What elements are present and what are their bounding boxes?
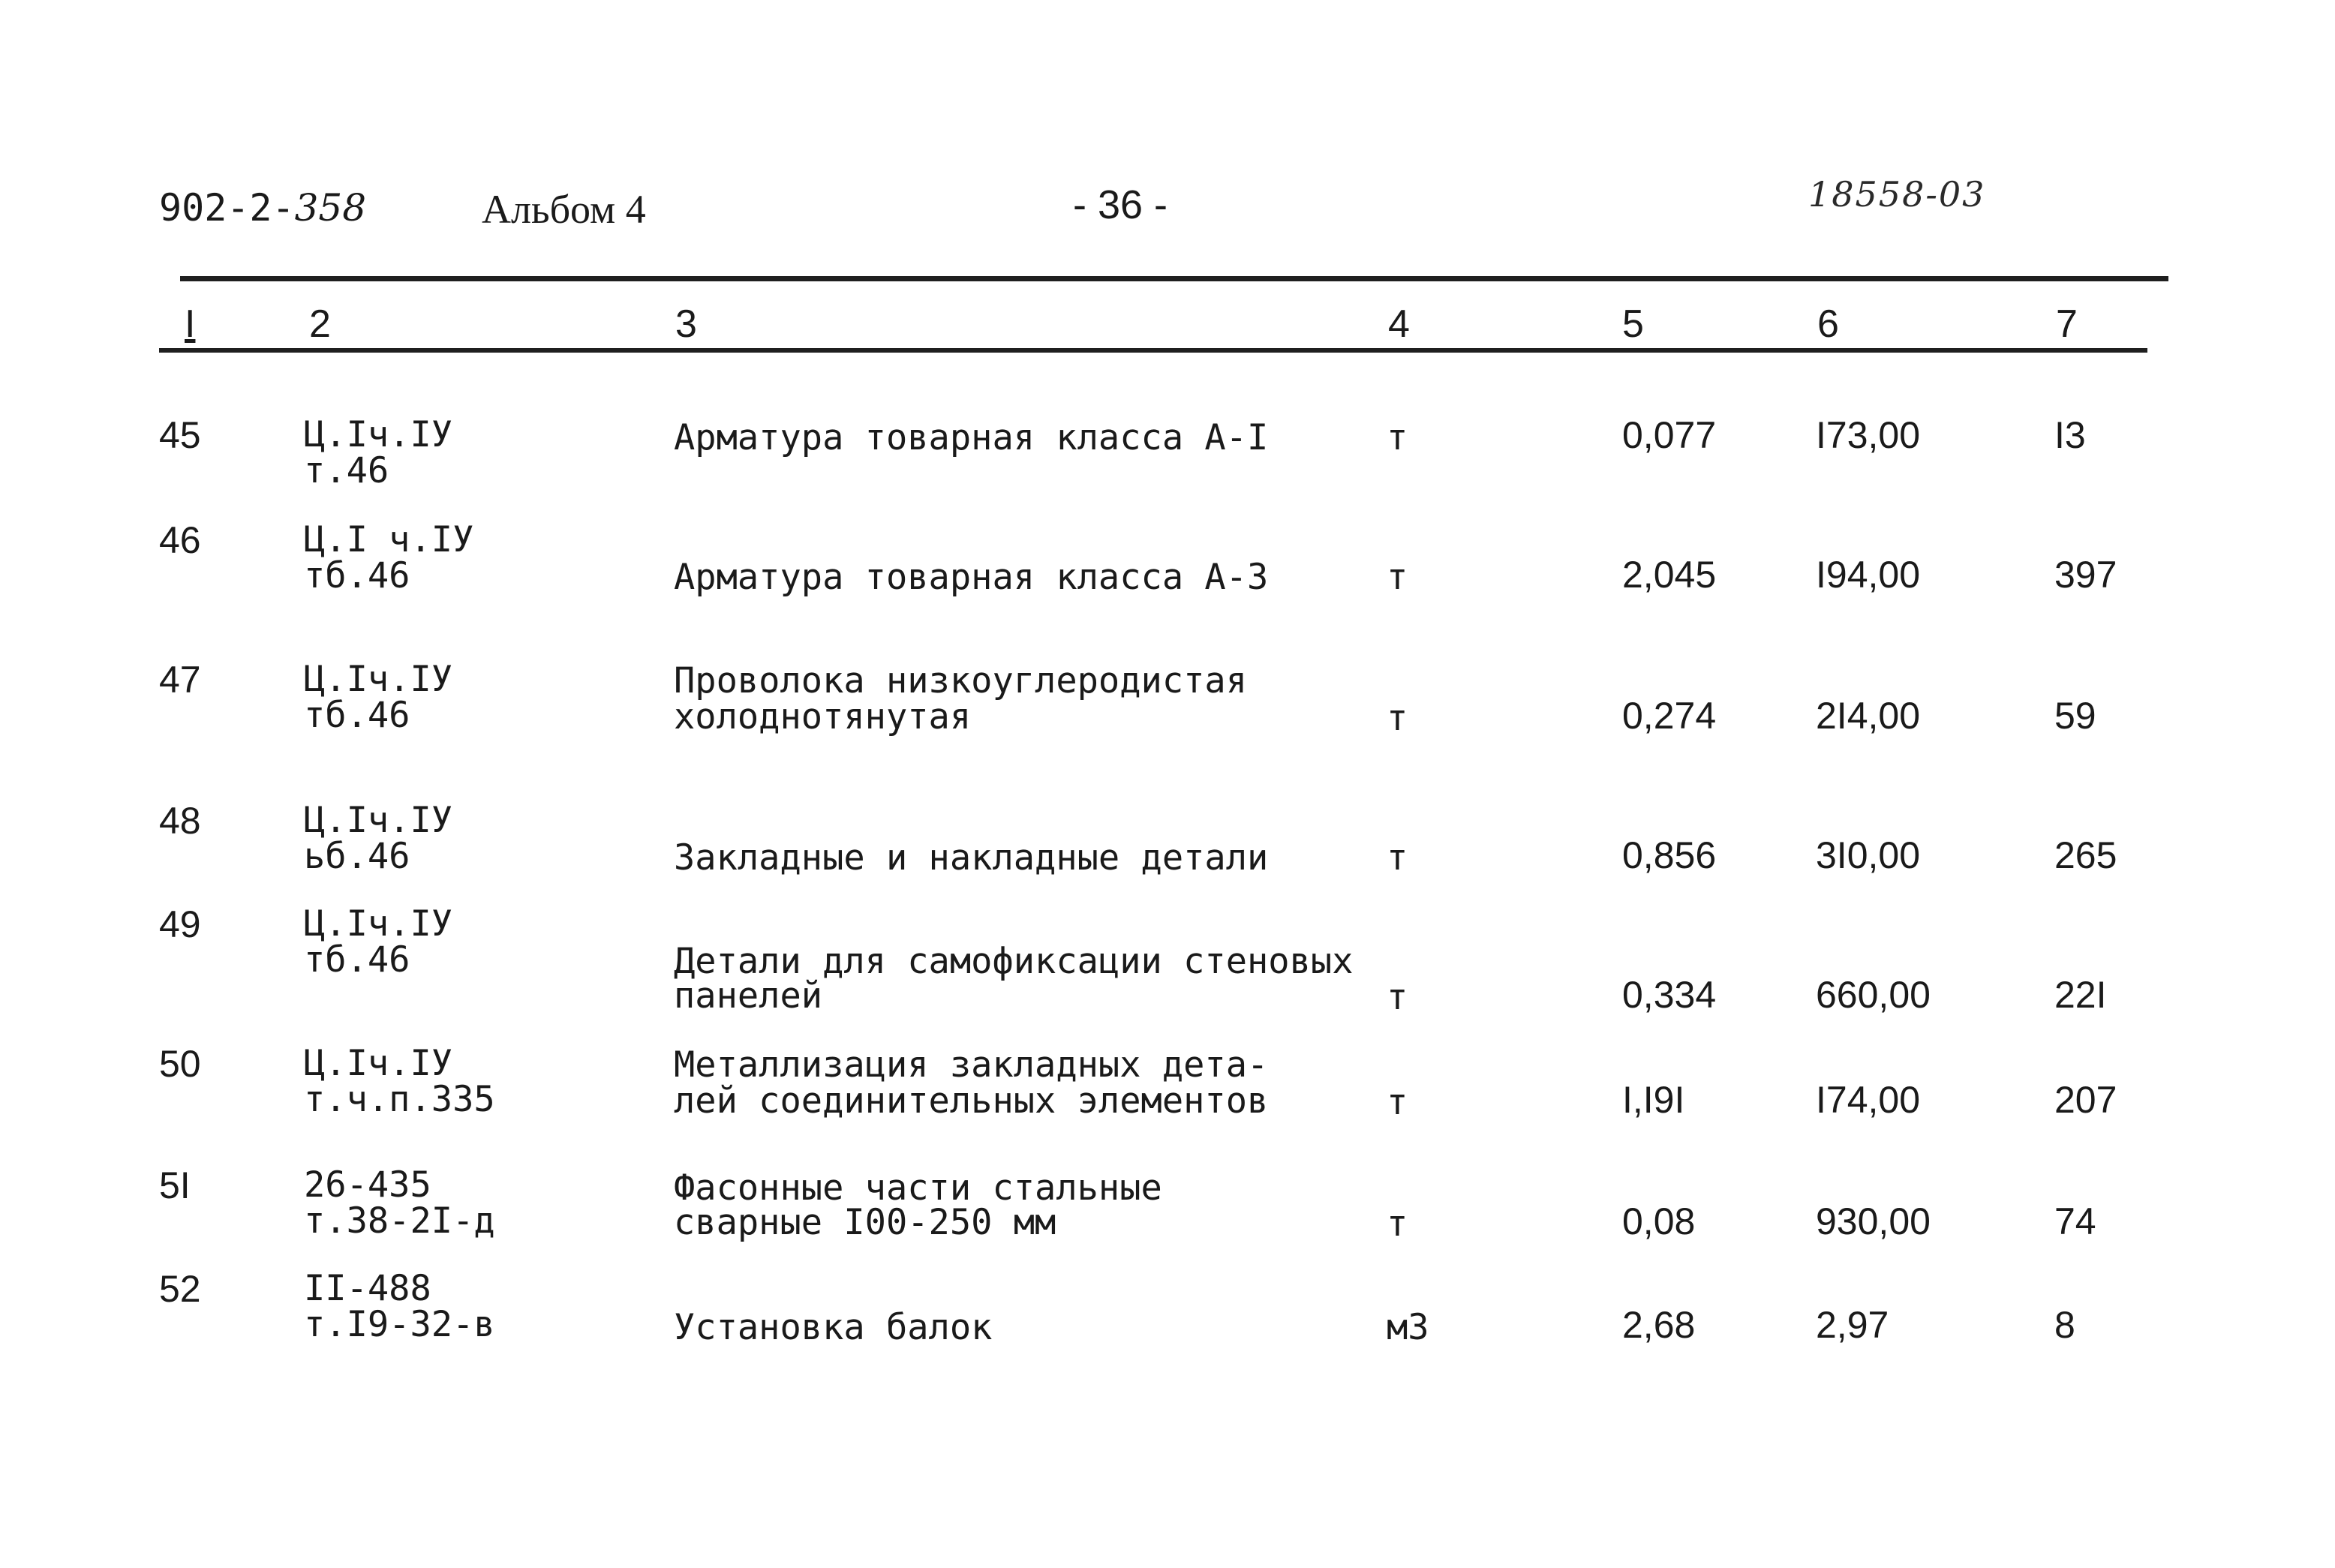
column-number-3: 3	[675, 302, 697, 346]
row-price: 930,00	[1816, 1200, 1931, 1242]
row-description-line: лей соединительных элементов	[674, 1080, 1269, 1122]
row-reference-line: тб.46	[304, 939, 410, 981]
row-unit: т	[1387, 698, 1408, 739]
row-quantity: 0,08	[1622, 1200, 1696, 1242]
row-unit: т	[1387, 977, 1408, 1018]
row-number: 48	[159, 800, 201, 842]
row-description-line: холоднотянутая	[674, 696, 972, 737]
row-quantity: 0,334	[1622, 974, 1717, 1016]
row-unit: т	[1387, 1082, 1408, 1123]
document-code-number: 358	[294, 186, 367, 230]
row-reference-line: Ц.Iч.IУ	[304, 800, 453, 841]
row-number: 45	[159, 414, 201, 456]
document-code-prefix: 902-2-	[159, 186, 295, 230]
row-reference-line: Ц.Iч.IУ	[304, 1043, 453, 1084]
row-quantity: 2,68	[1622, 1304, 1696, 1346]
row-unit: т	[1387, 1203, 1408, 1245]
row-description-line: Арматура товарная класса А-3	[674, 557, 1269, 598]
row-reference-line: Ц.Iч.IУ	[304, 659, 453, 700]
row-unit: м3	[1387, 1307, 1429, 1348]
row-total: 59	[2054, 695, 2096, 737]
row-total: 8	[2054, 1304, 2075, 1346]
column-number-4: 4	[1388, 302, 1410, 346]
row-reference-line: 26-435	[304, 1164, 431, 1206]
row-reference-line: т.I9-32-в	[304, 1304, 495, 1345]
row-quantity: 0,856	[1622, 834, 1717, 876]
row-number: 5I	[159, 1164, 191, 1206]
row-description-line: сварные I00-250 мм	[674, 1202, 1056, 1243]
column-number-5: 5	[1622, 302, 1644, 346]
row-description-line: Фасонные части стальные	[674, 1167, 1162, 1209]
row-number: 46	[159, 519, 201, 561]
row-unit: т	[1387, 417, 1408, 458]
row-price: I94,00	[1816, 554, 1921, 596]
document-code	[159, 186, 366, 230]
row-description-line: Закладные и накладные детали	[674, 837, 1269, 879]
row-reference-line: Ц.Iч.IУ	[304, 414, 453, 455]
column-number-2: 2	[309, 302, 331, 346]
row-number: 52	[159, 1268, 201, 1310]
row-description-line: панелей	[674, 975, 823, 1017]
row-number: 50	[159, 1043, 201, 1085]
row-number: 49	[159, 903, 201, 945]
row-price: I74,00	[1816, 1079, 1921, 1121]
row-total: 397	[2054, 554, 2117, 596]
row-reference-line: ьб.46	[304, 836, 410, 877]
row-reference-line: тб.46	[304, 555, 410, 596]
row-price: 2I4,00	[1816, 695, 1921, 737]
row-description-line: Арматура товарная класса А-I	[674, 417, 1269, 458]
row-unit: т	[1387, 557, 1408, 598]
row-reference-line: Ц.I ч.IУ	[304, 519, 474, 560]
row-reference-line: Ц.Iч.IУ	[304, 903, 453, 945]
column-number-7: 7	[2056, 302, 2078, 346]
album-label: Альбом 4	[482, 187, 646, 232]
row-reference-line: II-488	[304, 1268, 431, 1309]
row-quantity: I,I9I	[1622, 1079, 1685, 1121]
row-reference-line: тб.46	[304, 695, 410, 736]
handwritten-note: 18558-03	[1808, 174, 1986, 215]
column-number-6: 6	[1817, 302, 1839, 346]
row-price: 3I0,00	[1816, 834, 1921, 876]
row-unit: т	[1387, 837, 1408, 879]
row-description-line: Проволока низкоуглеродистая	[674, 660, 1248, 701]
table-top-rule	[180, 276, 2168, 281]
row-number: 47	[159, 659, 201, 701]
row-price: I73,00	[1816, 414, 1921, 456]
page-number: - 36 -	[1073, 182, 1168, 227]
row-reference-line: т.38-2I-д	[304, 1200, 495, 1242]
row-total: 207	[2054, 1079, 2117, 1121]
row-total: 265	[2054, 834, 2117, 876]
row-price: 660,00	[1816, 974, 1931, 1016]
row-quantity: 0,077	[1622, 414, 1717, 456]
row-reference-line: т.46	[304, 450, 389, 491]
row-total: 22I	[2054, 974, 2107, 1016]
table-header-rule	[159, 348, 2147, 353]
row-reference-line: т.ч.п.335	[304, 1079, 495, 1120]
row-total: 74	[2054, 1200, 2096, 1242]
row-description-line: Установка балок	[674, 1307, 993, 1348]
row-quantity: 2,045	[1622, 554, 1717, 596]
row-quantity: 0,274	[1622, 695, 1717, 737]
row-price: 2,97	[1816, 1304, 1889, 1346]
row-description-line: Металлизация закладных дета-	[674, 1044, 1269, 1086]
column-number-1: I	[185, 302, 196, 346]
row-description-line: Детали для самофиксации стеновых	[674, 941, 1354, 982]
row-total: I3	[2054, 414, 2086, 456]
